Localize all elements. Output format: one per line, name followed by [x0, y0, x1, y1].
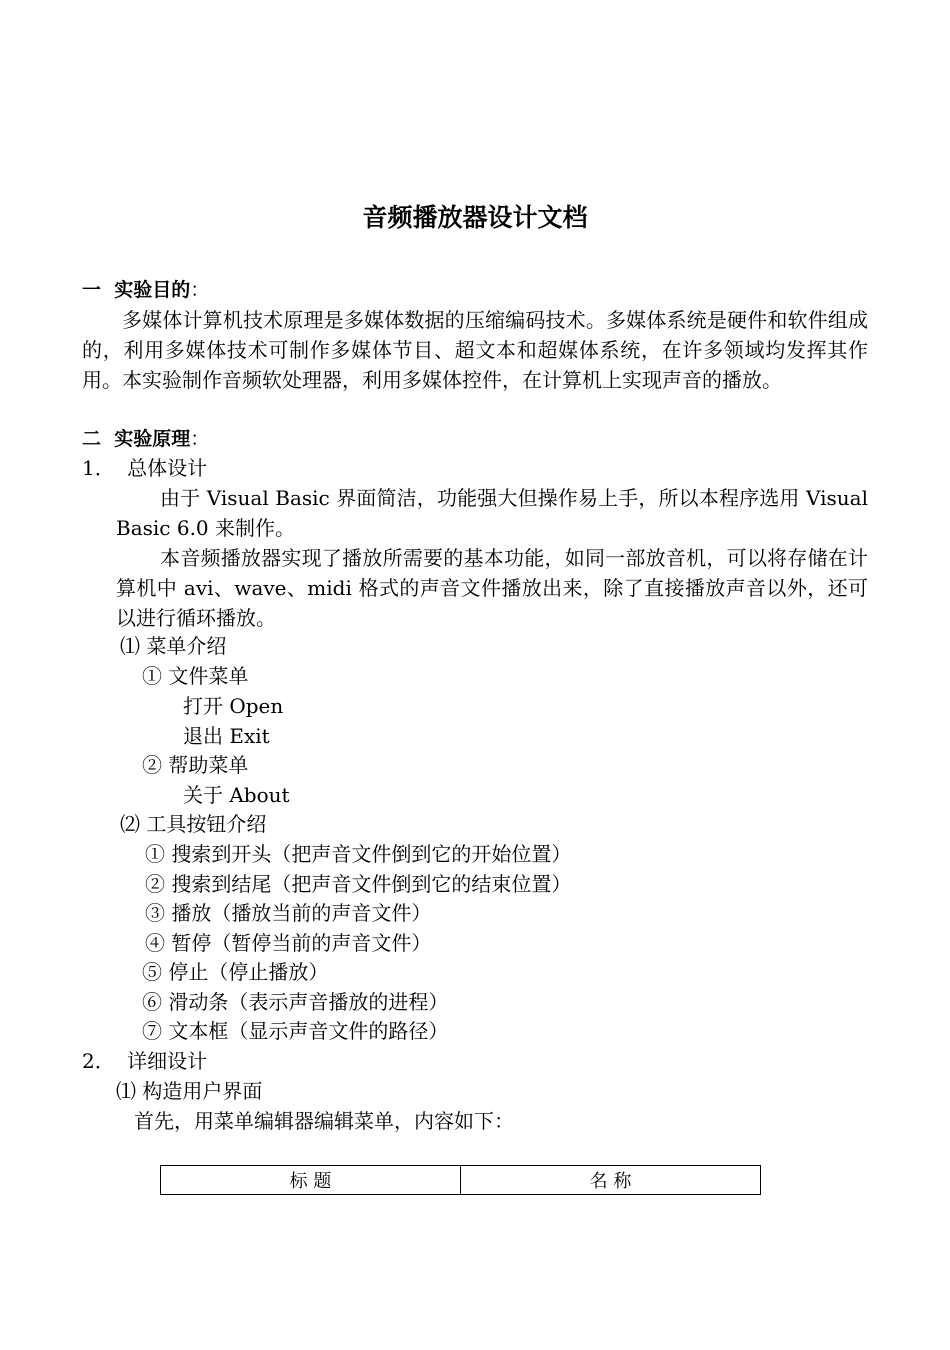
toolbar-item: ⑦ 文本框（显示声音文件的路径）	[142, 1019, 449, 1043]
section-1-paragraph: 多媒体计算机技术原理是多媒体数据的压缩编码技术。多媒体系统是硬件和软件组成的，利用多媒体技术可制作多媒体节目、超文本和超媒体系统，在许多领域均发挥其作用。本实验制作音频软处理器，利用多媒体控件，在计算机上实现声音的播放。	[82, 308, 868, 392]
section-2-colon: ：	[190, 428, 210, 450]
section-2-number: 二	[82, 428, 102, 450]
overall-design-number: 1．	[82, 456, 115, 480]
toolbar-intro-heading: ⑵ 工具按钮介绍	[120, 812, 267, 836]
detail-design-number: 2．	[82, 1049, 115, 1073]
document-title: 音频播放器设计文档	[362, 203, 588, 232]
toolbar-item: ⑥ 滑动条（表示声音播放的进程）	[142, 990, 449, 1014]
section-1-title: 实验目的	[114, 279, 191, 301]
menu-editor-intro: 首先，用菜单编辑器编辑菜单，内容如下：	[134, 1109, 514, 1133]
table-header-name: 名 称	[461, 1166, 761, 1195]
section-1-colon: ：	[190, 279, 210, 301]
toolbar-item: ② 搜索到结尾（把声音文件倒到它的结束位置）	[145, 872, 572, 896]
section-2-heading	[82, 424, 209, 454]
section-2-title: 实验原理	[114, 428, 191, 450]
toolbar-item: ④ 暂停（暂停当前的声音文件）	[145, 931, 432, 955]
table-header-row	[161, 1166, 761, 1195]
toolbar-item: ⑤ 停止（停止播放）	[142, 960, 329, 984]
detail-design-label: 详细设计	[127, 1049, 208, 1073]
section-1-heading	[82, 275, 209, 305]
overall-design-label: 总体设计	[127, 456, 208, 480]
toolbar-item: ③ 播放（播放当前的声音文件）	[145, 901, 432, 925]
detail-design-heading	[82, 1046, 207, 1076]
table-header-title: 标 题	[161, 1166, 461, 1195]
menu-table	[160, 1165, 761, 1195]
file-menu-item: ① 文件菜单	[142, 664, 249, 688]
exit-menu-entry: 退出 Exit	[183, 724, 270, 748]
section-1-number: 一	[82, 279, 102, 301]
overall-paragraph-2: 本音频播放器实现了播放所需要的基本功能，如同一部放音机，可以将存储在计算机中 avi、wave、midi 格式的声音文件播放出来，除了直接播放声音以外，还可以进行循环播放。	[116, 546, 868, 630]
overall-design-heading	[82, 453, 207, 483]
ui-construction-heading: ⑴ 构造用户界面	[116, 1079, 263, 1103]
menu-intro-heading: ⑴ 菜单介绍	[120, 634, 227, 658]
toolbar-item: ① 搜索到开头（把声音文件倒到它的开始位置）	[145, 842, 572, 866]
open-menu-entry: 打开 Open	[183, 694, 284, 718]
help-menu-item: ② 帮助菜单	[142, 753, 249, 777]
about-menu-entry: 关于 About	[183, 783, 290, 807]
overall-paragraph-1: 由于 Visual Basic 界面简洁，功能强大但操作易上手，所以本程序选用 Visual Basic 6.0 来制作。	[116, 486, 868, 540]
